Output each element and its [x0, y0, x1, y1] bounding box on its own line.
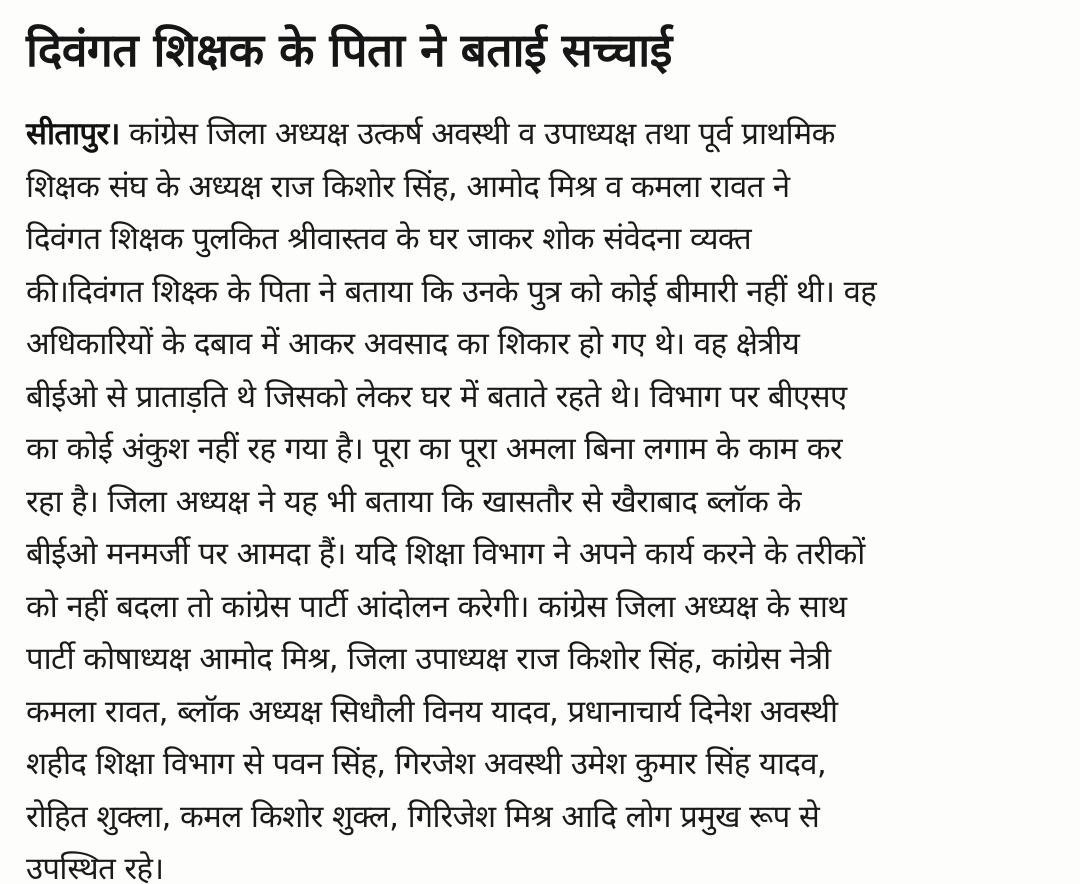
article-line-7: का कोई अंकुश नहीं रह गया है। पूरा का पूरा अमला बिना लगाम के काम कर: [26, 431, 842, 467]
article-line-1: [26, 108, 1066, 161]
dateline: सीतापुर।: [26, 116, 120, 152]
article-line-8: रहा है। जिला अध्यक्ष ने यह भी बताया कि खासतौर से खैराबाद ब्लॉक के: [26, 483, 801, 520]
article-line-10: को नहीं बदला तो कांग्रेस पार्टी आंदोलन करेगी। कांग्रेस जिला अध्यक्ष के साथ: [26, 588, 847, 625]
article-line-4: की।दिवंगत शिक्ष्क के पिता ने बताया कि उनके पुत्र को कोई बीमारी नहीं थी। वह: [26, 273, 877, 310]
article-line-2: शिक्षक संघ के अध्यक्ष राज किशोर सिंह, आमोद मिश्र व कमला रावत ने: [26, 168, 790, 205]
article-line-14: रोहित शुक्ला, कमल किशोर शुक्ल, गिरिजेश मिश्र आदि लोग प्रमुख रूप से: [26, 798, 820, 835]
article-body: [26, 108, 1066, 884]
article-line-11: पार्टी कोषाध्यक्ष आमोद मिश्र, जिला उपाध्यक्ष राज किशोर सिंह, कांग्रेस नेत्री: [26, 641, 831, 677]
article-line-text: कांग्रेस जिला अध्यक्ष उत्कर्ष अवस्थी व उपाध्यक्ष तथा पूर्व प्राथमिक: [119, 116, 835, 152]
article-line-9: बीईओ मनमर्जी पर आमदा हैं। यदि शिक्षा विभाग ने अपने कार्य करने के तरीकों: [26, 536, 865, 572]
article-line-6: बीईओ से प्राताड़ति थे जिसको लेकर घर में बताते रहते थे। विभाग पर बीएसए: [26, 378, 847, 415]
article-line-15: उपस्थित रहे।: [26, 851, 164, 884]
headline: दिवंगत शिक्षक के पिता ने बताई सच्चाई: [26, 23, 672, 77]
article-line-3: दिवंगत शिक्षक पुलकित श्रीवास्तव के घर जाकर शोक संवेदना व्यक्त: [26, 221, 752, 257]
article-line-5: अधिकारियों के दबाव में आकर अवसाद का शिकार हो गए थे। वह क्षेत्रीय: [26, 326, 800, 362]
article-line-13: शहीद शिक्षा विभाग से पवन सिंह, गिरजेश अवस्थी उमेश कुमार सिंह यादव,: [26, 746, 827, 782]
article-line-12: कमला रावत, ब्लॉक अध्यक्ष सिधौली विनय यादव, प्रधानाचार्य दिनेश अवस्थी: [26, 693, 838, 730]
